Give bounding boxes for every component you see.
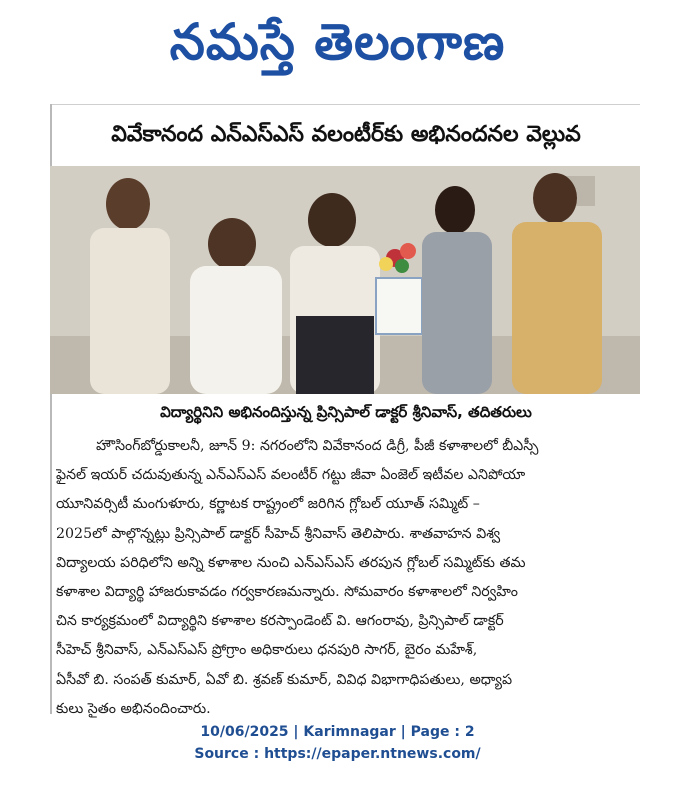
article-body-line: చిన కార్యక్రమంలో విద్యార్థిని కళాశాల కరస్పాండెంట్ వి. ఆగంరావు, ప్రిన్సిపాల్ డాక్టర్ xyxy=(56,613,504,630)
article-photo xyxy=(50,166,640,394)
photo-caption: విద్యార్థినిని అభినందిస్తున్న ప్రిన్సిపాల్ డాక్టర్ శ్రీనివాస్, తదితరులు xyxy=(160,403,532,421)
article-body-line: కులు సైతం అభినందించారు. xyxy=(56,700,211,717)
article-headline: వివేకానంద ఎన్ఎస్ఎస్ వలంటీర్‌కు అభినందనల వెల్లువ xyxy=(111,122,581,147)
article-body-line: సీహెచ్ శ్రీనివాస్, ఎన్ఎస్ఎస్ ప్రోగ్రాం అధికారులు ధనపురి సాగర్, బైరం మహేశ్, xyxy=(56,642,478,659)
article-body xyxy=(56,432,636,724)
publication-meta: 10/06/2025 | Karimnagar | Page : 2 xyxy=(200,724,475,740)
source-line: Source : https://epaper.ntnews.com/ xyxy=(194,746,481,762)
article-body-line: 2025లో పాల్గొన్నట్లు ప్రిన్సిపాల్ డాక్టర్ సీహెచ్ శ్రీనివాస్ తెలిపారు. శాతవాహన విశ్వ xyxy=(56,525,501,542)
newspaper-masthead: నమస్తే తెలంగాణ xyxy=(169,13,506,71)
column-top-rule xyxy=(50,104,640,105)
article-body-line: ఫైనల్ ఇయర్ చదువుతున్న ఎన్ఎస్ఎస్ వలంటీర్ గట్టు జీవా ఏంజెల్ ఇటీవల ఎనిపోయా xyxy=(56,467,526,484)
article-body-line: ఏసీవో బి. సంపత్ కుమార్, ఏవో బి. శ్రవణ్ కుమార్, వివిధ విభాగాధిపతులు, అధ్యాప xyxy=(56,671,513,688)
article-body-line: కళాశాల విద్యార్థి హాజరుకావడం గర్వకారణమన్నారు. సోమవారం కళాశాలలో నిర్వహిం xyxy=(56,584,518,601)
group-photo-illustration xyxy=(50,166,640,394)
article-body-line: విద్యాలయ పరిధిలోని అన్ని కళాశాల నుంచి ఎన్ఎస్ఎస్ తరపున గ్లోబల్ సమ్మిట్‌కు తమ xyxy=(56,554,526,571)
article-body-line: యూనివర్సిటీ మంగుళూరు, కర్ణాటక రాష్ట్రంలో జరిగిన గ్లోబల్ యూత్ సమ్మిట్ – xyxy=(56,496,480,513)
article-body-line: హౌసింగ్‌బోర్డుకాలనీ, జూన్ 9: నగరంలోని వివేకానంద డిగ్రీ, పీజీ కళాశాలలో బీఎస్సీ xyxy=(96,438,539,454)
